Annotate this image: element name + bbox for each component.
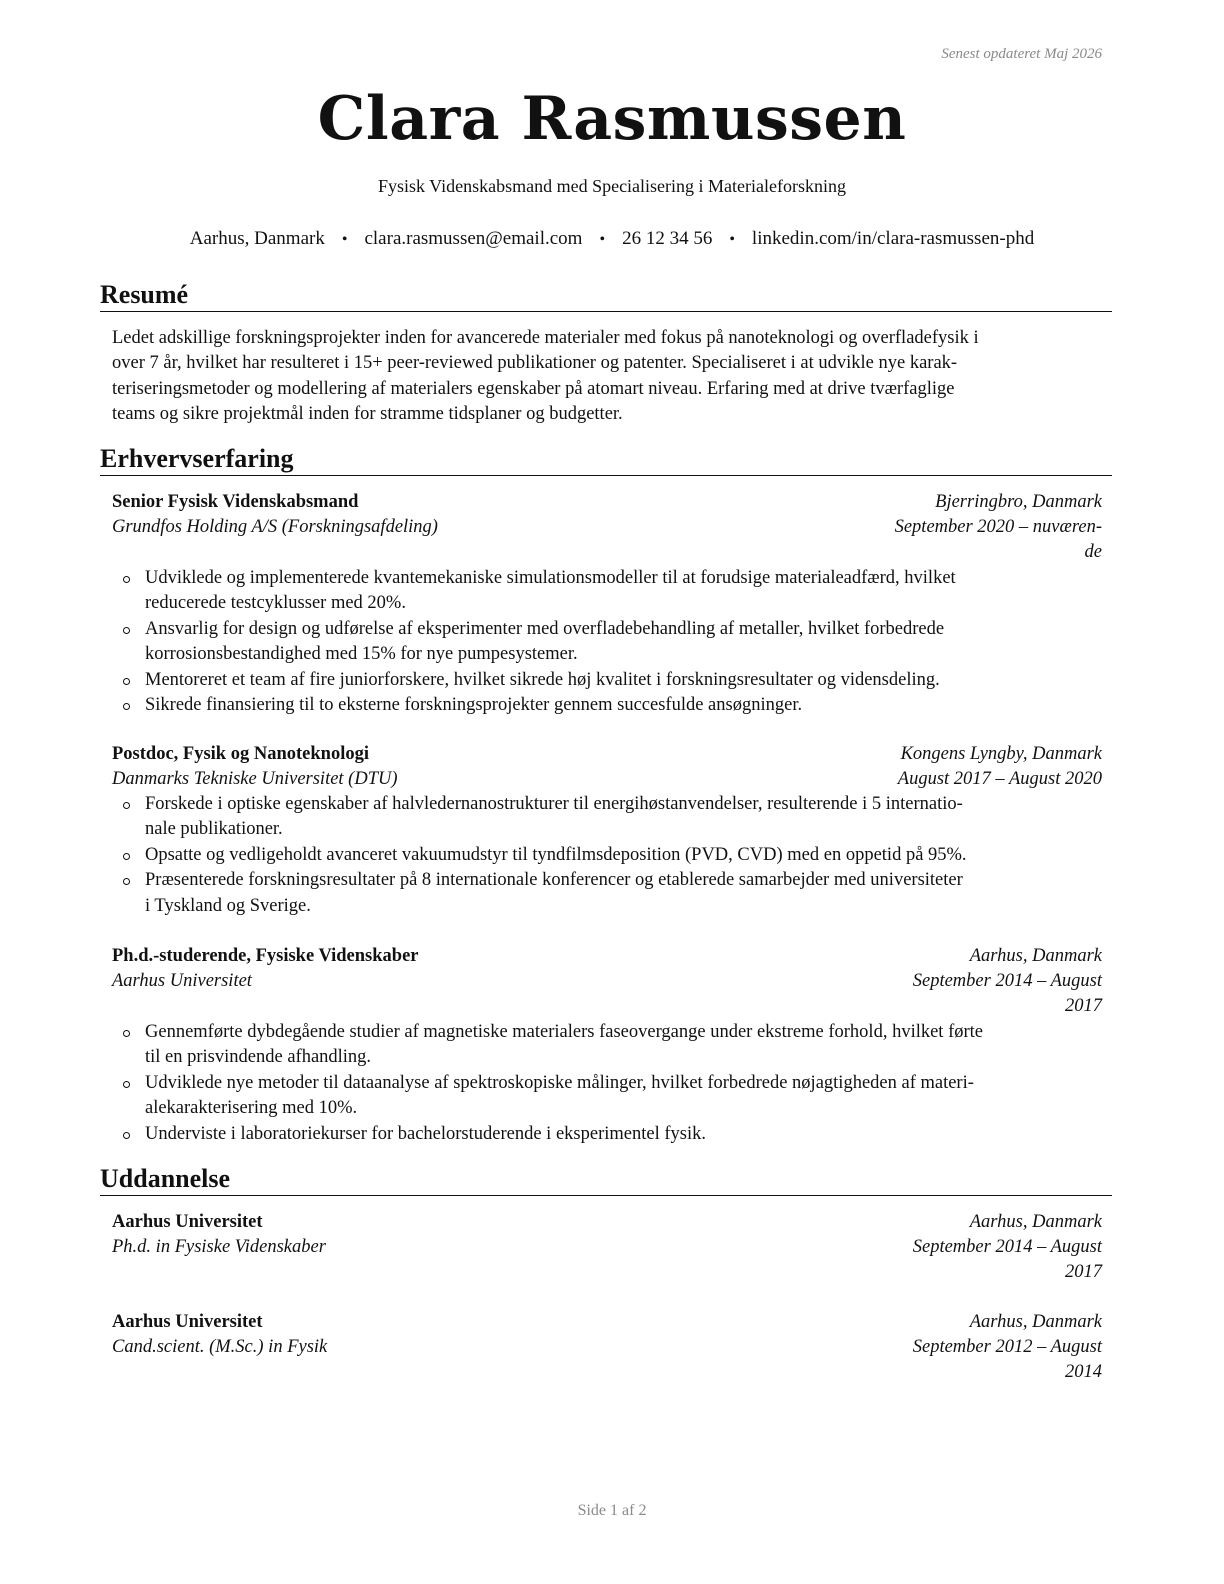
candidate-name: Clara Rasmussen — [317, 84, 907, 154]
job-location: Bjerringbro, Danmark — [935, 492, 1102, 512]
summary-line: teriseringsmetoder og modellering af materialers egenskaber på atomart niveau. Erfaring med at drive tværfaglige — [112, 378, 955, 399]
list-item: Ansvarlig for design og udførelse af eksperimenter med overfladebehandling af metaller, hvilket forbedrede korrosionsbestandighed med 15% for nye pumpesystemer. — [112, 617, 1102, 668]
education-dates-line: 2014 — [1065, 1362, 1102, 1383]
education-location: Aarhus, Danmark — [969, 1312, 1102, 1332]
job-dates-line: September 2014 – August — [912, 971, 1102, 991]
job-bullets — [112, 792, 1102, 919]
last-updated: Senest opdateret Maj 2026 — [941, 46, 1102, 62]
contact-separator: • — [729, 231, 735, 248]
list-item: Udviklede og implementerede kvantemekaniske simulationsmodeller til at forudsige materialeadfærd, hvilket reducerede testcyklusser med 20%. — [112, 566, 1102, 617]
education-school: Aarhus Universitet — [112, 1312, 263, 1332]
list-item: Mentoreret et team af fire juniorforskere, hvilket sikrede høj kvalitet i forskningsresultater og vidensdeling. — [112, 668, 1102, 693]
contact-linkedin[interactable]: linkedin.com/in/clara-rasmussen-phd — [751, 228, 1035, 249]
summary-line: Ledet adskillige forskningsprojekter inden for avancerede materialer med fokus på nanoteknologi og overfladefysik i — [112, 328, 979, 348]
section-heading-education: Uddannelse — [100, 1164, 1112, 1196]
education-degree: Ph.d. in Fysiske Videnskaber — [112, 1237, 326, 1257]
list-item: Underviste i laboratoriekurser for bachelorstuderende i eksperimentel fysik. — [112, 1122, 1102, 1147]
education-dates-line: 2017 — [1065, 1262, 1102, 1283]
job-title: Postdoc, Fysik og Nanoteknologi — [112, 744, 369, 764]
contact-line — [0, 228, 1224, 250]
education-school: Aarhus Universitet — [112, 1212, 263, 1232]
page-number: Side 1 af 2 — [577, 1502, 647, 1519]
list-item: Udviklede nye metoder til dataanalyse af spektroskopiske målinger, hvilket forbedrede nøjagtigheden af materi- alekarakterisering med 10%. — [112, 1071, 1102, 1122]
job-dates — [913, 969, 1102, 1020]
job-dates-line: September 2020 – nuværen- — [894, 517, 1102, 537]
job-dates — [895, 515, 1102, 566]
job-title: Senior Fysisk Videnskabsmand — [112, 492, 359, 512]
job-dates-line: de — [1084, 542, 1102, 563]
list-item: Præsenterede forskningsresultater på 8 internationale konferencer og etablerede samarbejder med universiteter i Tyskland og Sverige. — [112, 868, 1102, 919]
contact-location: Aarhus, Danmark — [189, 228, 325, 249]
list-item: Sikrede finansiering til to eksterne forskningsprojekter gennem succesfulde ansøgninger. — [112, 693, 1102, 718]
education-degree: Cand.scient. (M.Sc.) in Fysik — [112, 1337, 328, 1357]
contact-separator: • — [341, 231, 348, 248]
candidate-tagline: Fysisk Videnskabsmand med Specialisering i Materialeforskning — [377, 176, 846, 196]
job-location: Kongens Lyngby, Danmark — [900, 744, 1102, 764]
job-organization: Grundfos Holding A/S (Forskningsafdeling) — [112, 517, 438, 537]
summary-line: teams og sikre projektmål inden for stramme tidsplaner og budgetter. — [112, 404, 623, 425]
education-dates — [913, 1335, 1102, 1386]
education-location: Aarhus, Danmark — [969, 1212, 1102, 1232]
list-item: Forskede i optiske egenskaber af halvledernanostrukturer til energihøstanvendelser, resulterende i 5 internatio- nale publikationer. — [112, 792, 1102, 843]
list-item: Gennemførte dybdegående studier af magnetiske materialers faseovergange under ekstreme forhold, hvilket førte til en prisvindende afhandling. — [112, 1020, 1102, 1071]
summary-line: over 7 år, hvilket har resulteret i 15+ peer-reviewed publikationer og patenter. Specialiseret i at udvikle nye karak- — [112, 353, 958, 374]
job-dates-line: 2017 — [1065, 996, 1102, 1017]
contact-email[interactable]: clara.rasmussen@email.com — [364, 228, 583, 249]
job-dates: August 2017 – August 2020 — [897, 769, 1102, 789]
section-heading-summary: Resumé — [100, 280, 1112, 312]
education-dates — [913, 1235, 1102, 1286]
job-bullets — [112, 566, 1102, 718]
section-heading-experience: Erhvervserfaring — [100, 444, 1112, 476]
job-title: Ph.d.-studerende, Fysiske Videnskaber — [112, 946, 419, 966]
job-location: Aarhus, Danmark — [969, 946, 1102, 966]
job-organization: Danmarks Tekniske Universitet (DTU) — [112, 769, 398, 789]
list-item: Opsatte og vedligeholdt avanceret vakuumudstyr til tyndfilmsdeposition (PVD, CVD) med en oppetid på 95%. — [112, 843, 1102, 868]
job-organization: Aarhus Universitet — [112, 971, 252, 991]
summary-text — [112, 326, 1102, 428]
contact-separator: • — [599, 231, 606, 248]
job-bullets — [112, 1020, 1102, 1147]
contact-phone: 26 12 34 56 — [622, 228, 713, 249]
education-dates-line: September 2014 – August — [912, 1237, 1102, 1257]
education-dates-line: September 2012 – August — [912, 1337, 1102, 1357]
